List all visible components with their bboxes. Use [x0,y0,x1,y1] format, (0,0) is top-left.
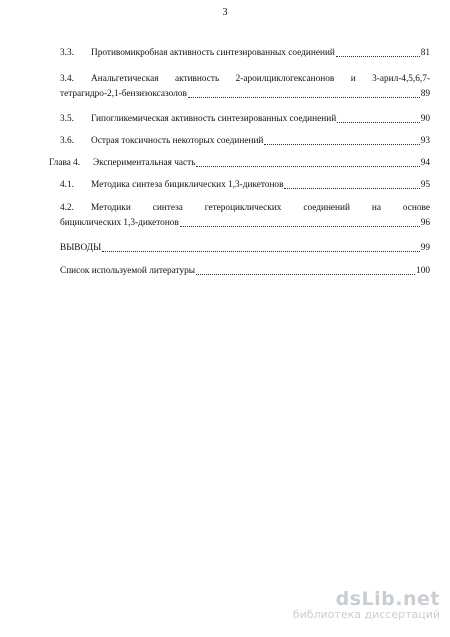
toc-entry-number: 4.2. [60,203,74,213]
dot-leader [336,55,420,57]
dot-leader [196,165,419,167]
toc-entry-page: 96 [420,218,430,228]
toc-entry-page: 90 [420,114,430,124]
title-word: гетероциклических [204,203,282,213]
dot-leader [284,187,419,189]
toc-entry-3-3 [60,47,430,59]
toc-entry-number: 3.6. [60,136,74,146]
dslib-watermark [262,588,440,621]
toc-entry-title-line1 [91,73,430,85]
toc-entry-title: Экспериментальная часть [93,158,196,168]
dot-leader [188,96,420,98]
dot-leader [180,225,420,227]
title-word: активность [174,74,220,84]
logo-net: .net [395,588,440,610]
toc-entry-title: Методика синтеза бициклических 1,3-дикетонов [91,180,284,190]
title-word: основе [402,203,430,213]
toc-entry-page: 95 [420,180,430,190]
toc-entry-page: 81 [420,48,430,58]
title-word: синтеза [152,203,183,213]
toc-entry-number: 4.1. [60,180,74,190]
title-word: и [350,74,356,84]
toc-entry-3-6 [60,135,430,147]
toc-entry-references [60,265,430,277]
toc-entry-page: 94 [420,158,430,168]
toc-entry-page: 93 [420,136,430,146]
toc-entry-title-line1 [91,202,430,214]
logo-lib: Lib [361,588,396,610]
toc-entry-title: Гипогликемическая активность синтезированных соединений [91,114,337,124]
title-word: соединений [303,203,350,213]
title-word: 3-арил-4,5,6,7- [372,74,430,84]
toc-entry-number: 3.4. [60,74,74,84]
page-number: 3 [222,7,228,18]
toc-entry-title-line2: бициклических 1,3-дикетонов [60,218,179,228]
toc-entry-chapter-4 [49,157,430,169]
dot-leader [102,250,419,252]
toc-entry-3-4 [60,73,430,100]
logo-ds: ds [335,588,362,610]
toc-entry-page: 89 [420,89,430,99]
dot-leader [196,273,415,275]
watermark-subtitle: библиотека диссертаций [292,608,440,621]
toc-entry-title: Острая токсичность некоторых соединений [91,136,264,146]
dot-leader [264,143,419,145]
dot-leader [337,121,420,123]
toc-entry-title: Список используемой литературы [60,266,196,276]
toc-entry-4-2 [60,202,430,229]
toc-entry-title: ВЫВОДЫ [60,243,102,253]
toc-entry-4-1 [60,179,430,191]
toc-entry-conclusions [60,242,430,254]
toc-entry-page: 99 [420,243,430,253]
toc-entry-number: Глава 4. [49,158,81,168]
title-word: Анальгетическая [91,74,159,84]
toc-entry-page: 100 [416,266,430,276]
toc-entry-title-line2: тетрагидро-2,1-бензизоксазолов [60,89,187,99]
watermark-logo [262,588,440,610]
title-word: 2-ароилциклогексанонов [235,74,335,84]
title-word: на [371,203,381,213]
toc-entry-number: 3.3. [60,48,74,58]
title-word: Методики [91,203,131,213]
toc-entry-number: 3.5. [60,114,74,124]
toc-entry-title: Противомикробная активность синтезированных соединений [91,48,335,58]
toc-entry-3-5 [60,113,430,125]
